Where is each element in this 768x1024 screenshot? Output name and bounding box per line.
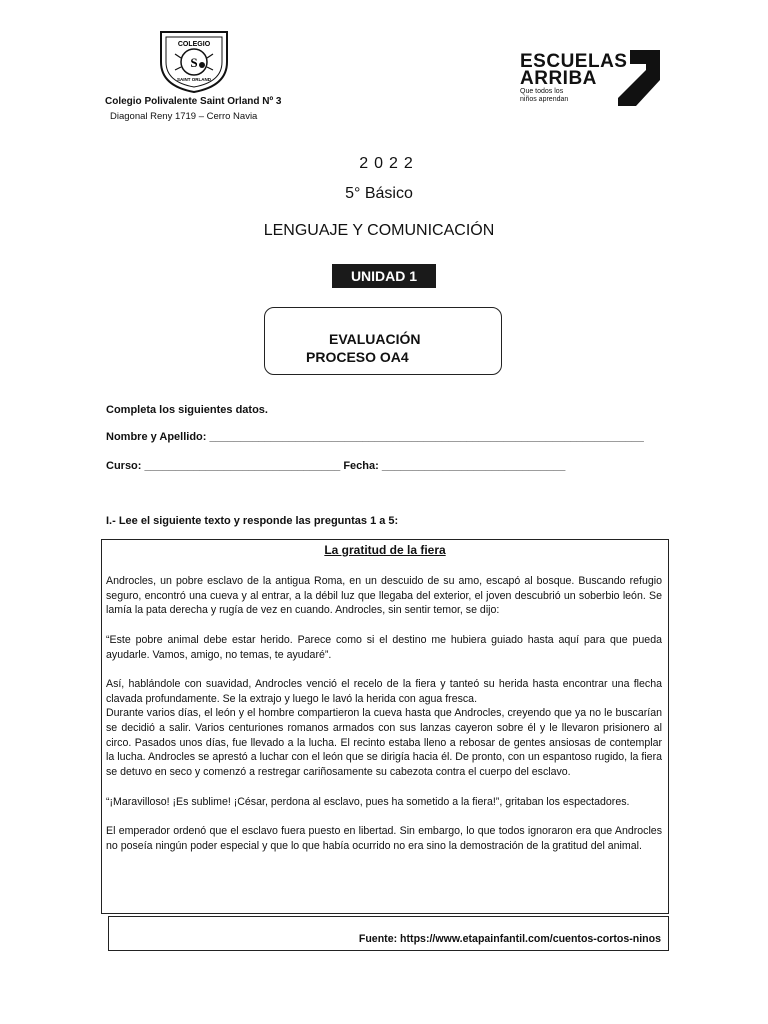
brand-mark-icon: [616, 50, 660, 106]
subject-title: LENGUAJE Y COMUNICACIÓN: [263, 222, 495, 239]
brand-line-1: ESCUELAS: [520, 51, 628, 72]
reading-instruction: I.- Lee el siguiente texto y responde las preguntas 1 a 5:: [106, 515, 399, 527]
story-paragraph: Durante varios días, el león y el hombre compartieron la cueva hasta que Androcles, creyendo que ya no le buscarían se decidió a salir. Varios centuriones romanos armados con sus lanzas cayeron sobre él y le llevaron prisionero al circo. Pasados unos días, fue llevado a la lucha. El recinto estaba lleno a rebosar de gentes ansiosas de contemplar la lucha. Androcles se aprestó a luchar con el león que se dirigía hacia él. De pronto, con un espantoso rugido, la fiera se detuvo en seco y comenzó a restregar cariñosamente su cabezota contra el cuerpo del esclavo.: [106, 707, 662, 779]
evaluation-title-line-2: PROCESO OA4: [306, 349, 409, 365]
school-address: Diagonal Reny 1719 – Cerro Navia: [110, 111, 258, 122]
name-field[interactable]: Nombre y Apellido: _______________________________________________________________________: [106, 431, 644, 443]
school-crest-logo: [157, 28, 231, 94]
story-paragraph: Así, hablándole con suavidad, Androcles venció el recelo de la fiera y tanteó su herida hasta encontrar una flecha clavada profundamente. Se la extrajo y luego le lavó la herida con agua fresca.: [106, 677, 662, 705]
form-intro: Completa los siguientes datos.: [106, 404, 268, 416]
source-citation: Fuente: https://www.etapainfantil.com/cuentos-cortos-ninos: [358, 933, 661, 945]
svg-text:COLEGIO: COLEGIO: [177, 41, 211, 48]
unit-badge: UNIDAD 1: [332, 264, 436, 288]
school-year: 2022: [359, 155, 419, 172]
course-date-field[interactable]: Curso: ________________________________ Fecha: ______________________________: [106, 460, 566, 472]
brand-tagline-2: niños aprendan: [520, 96, 569, 103]
brand-tagline: [520, 88, 568, 104]
story-title: La gratitud de la fiera: [324, 543, 446, 557]
story-paragraph: “¡Maravilloso! ¡Es sublime! ¡César, perdona al esclavo, pues ha sometido a la fiera!”, gritaban los espectadores.: [106, 795, 630, 808]
svg-text:S: S: [190, 55, 198, 70]
brand-line-2: ARRIBA: [520, 68, 597, 89]
grade-level: 5° Básico: [345, 185, 413, 202]
escuelas-arriba-logo: [518, 50, 660, 106]
svg-text:SAINT ORLAND: SAINT ORLAND: [177, 77, 211, 82]
story-text: [106, 574, 662, 853]
story-paragraph: “Este pobre animal debe estar herido. Parece como si el destino me hubiera guiado hasta aquí para que pueda ayudarle. Vamos, amigo, no temas, te ayudaré”.: [106, 633, 662, 661]
school-name: Colegio Polivalente Saint Orland Nº 3: [105, 96, 282, 107]
story-paragraph: El emperador ordenó que el esclavo fuera puesto en libertad. Sin embargo, lo que todos ignoraron era que Androcles no poseía ningún poder especial y que lo que había ocurrido no era sino la demostración de la gratitud del animal.: [106, 824, 662, 852]
evaluation-title-line-1: EVALUACIÓN: [329, 331, 421, 347]
story-paragraph: Androcles, un pobre esclavo de la antigua Roma, en un descuido de su amo, escapó al bosque. Buscando refugio seguro, encontró una cueva y al entrar, a la débil luz que llegaba del exterior, el joven descubrió un soberbio león. Se lamía la pata derecha y rugía de vez en cuando. Androcles, sin sentir temor, se dijo:: [106, 575, 662, 617]
brand-tagline-1: Que todos los: [520, 88, 564, 95]
